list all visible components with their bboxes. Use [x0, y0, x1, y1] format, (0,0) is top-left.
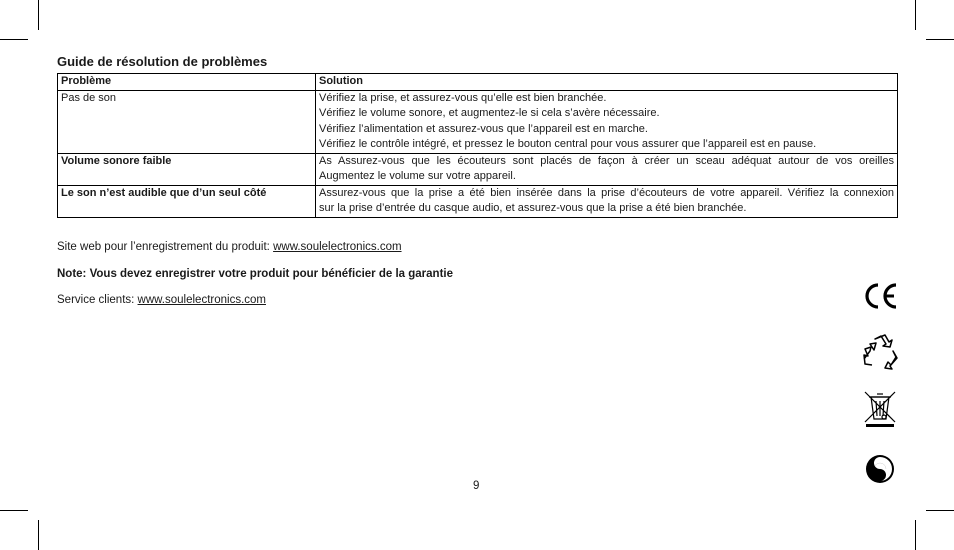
- column-header-problem: Problème: [58, 74, 316, 91]
- solution-cell: [316, 185, 898, 217]
- crop-mark: [38, 520, 39, 550]
- warranty-note: Note: Vous devez enregistrer votre produit pour bénéficier de la garantie: [57, 268, 453, 280]
- solution-line: Augmentez le volume sur votre appareil.: [319, 170, 516, 182]
- crop-mark: [915, 0, 916, 30]
- weee-crossed-bin-icon: [860, 389, 900, 429]
- registration-link[interactable]: www.soulelectronics.com: [273, 241, 402, 253]
- problem-cell: Volume sonore faible: [58, 153, 316, 185]
- solution-line: Vérifiez la prise, et assurez-vous qu’elle est bien branchée.: [319, 91, 607, 104]
- registration-label: Site web pour l’enregistrement du produit:: [57, 241, 274, 253]
- solution-line: Assurez-vous que la prise a été bien insérée dans la prise d’écouteurs de votre appareil. Vérifiez la connexion: [319, 186, 894, 199]
- ce-mark-icon: [860, 276, 900, 316]
- solution-line: Vérifiez le volume sonore, et augmentez-le si cela s’avère nécessaire.: [319, 107, 660, 119]
- solution-line: As Assurez-vous que les écouteurs sont placés de façon à créer un sceau adéquat autour de vos oreilles: [319, 154, 894, 167]
- solution-line: Vérifiez le contrôle intégré, et pressez le bouton central pour vous assurer que l’appareil est en pause.: [319, 138, 817, 150]
- table-row: [58, 185, 898, 217]
- service-link[interactable]: www.soulelectronics.com: [137, 294, 266, 306]
- green-dot-icon: [860, 449, 900, 489]
- service-label: Service clients:: [57, 294, 138, 306]
- crop-mark: [915, 520, 916, 550]
- table-row: [58, 90, 898, 153]
- column-header-solution: Solution: [316, 74, 898, 91]
- page-number: 9: [473, 480, 480, 492]
- solution-cell: [316, 90, 898, 153]
- crop-mark: [38, 0, 39, 30]
- crop-mark: [926, 510, 954, 511]
- page-title: Guide de résolution de problèmes: [57, 54, 268, 69]
- table-row: [58, 153, 898, 185]
- crop-mark: [0, 39, 28, 40]
- problem-cell: Le son n’est audible que d’un seul côté: [58, 185, 316, 217]
- crop-mark: [0, 510, 28, 511]
- solution-line: Vérifiez l’alimentation et assurez-vous que l’appareil est en marche.: [319, 122, 648, 135]
- customer-service: [57, 294, 266, 306]
- troubleshooting-table: [57, 73, 898, 218]
- table-header-row: [58, 74, 898, 91]
- recycle-icon: [860, 331, 900, 371]
- registration-website: [57, 241, 402, 253]
- crop-mark: [926, 39, 954, 40]
- solution-line: sur la prise d’entrée du casque audio, et assurez-vous que la prise a été bien branchée.: [319, 202, 747, 214]
- solution-cell: [316, 153, 898, 185]
- problem-cell: Pas de son: [58, 90, 316, 153]
